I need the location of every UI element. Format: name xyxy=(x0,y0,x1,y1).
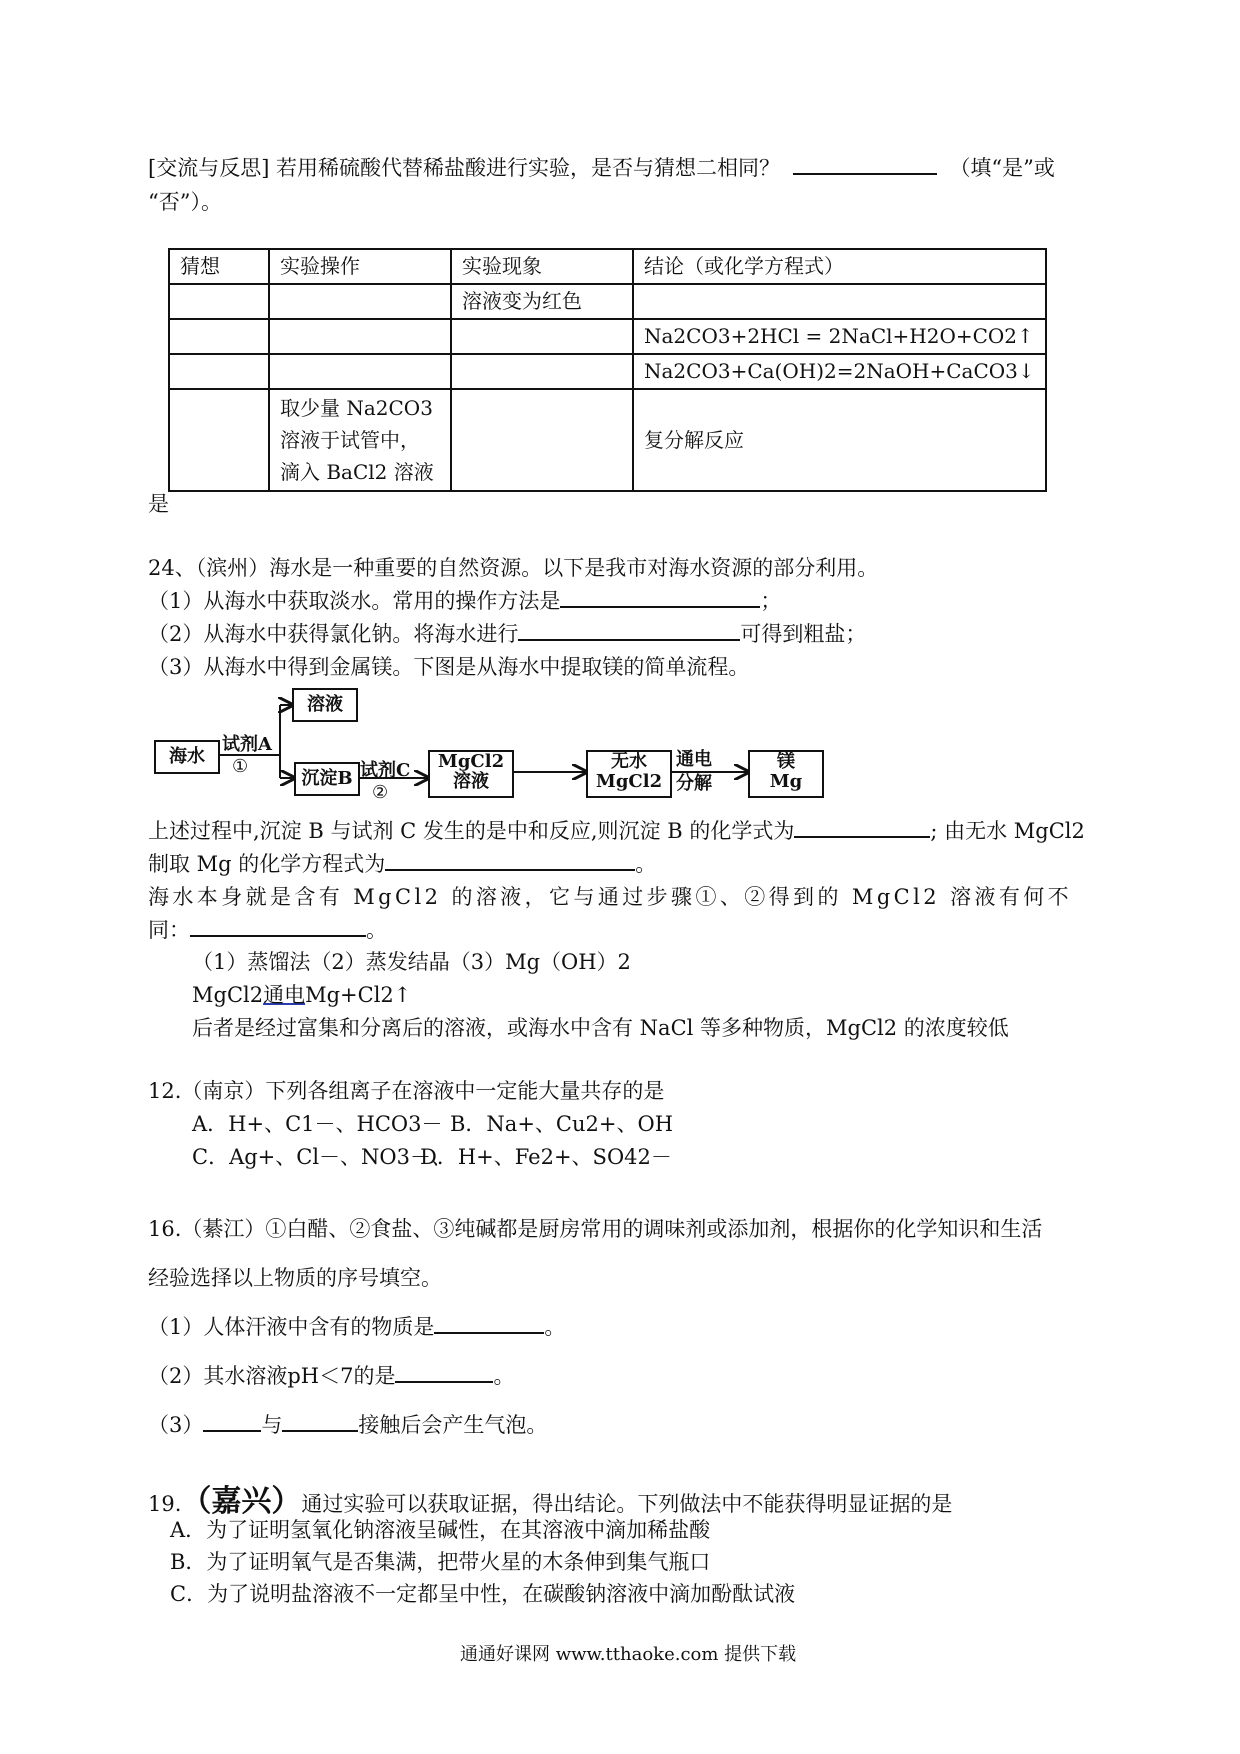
flow-solution: 溶液 xyxy=(292,688,358,722)
flow-reagent-a: 试剂A xyxy=(222,734,272,755)
answer-blank[interactable] xyxy=(190,917,366,937)
flow-label: Mg xyxy=(769,771,803,792)
q19-option-b: B．为了证明氧气是否集满，把带火星的木条伸到集气瓶口 xyxy=(170,1550,711,1574)
q24-answer-2 xyxy=(192,979,411,1009)
reflection-hint: （填“是”或 xyxy=(949,156,1055,180)
q24-sub4-end: 。 xyxy=(366,918,387,942)
q16-part1-text: （1）人体汗液中含有的物质是 xyxy=(148,1315,435,1339)
flow-label: MgCl2 xyxy=(595,771,663,792)
flow-label: MgCl2 xyxy=(437,751,505,772)
q24-sub1-text: 上述过程中,沉淀 B 与试剂 C 发生的是中和反应,则沉淀 B 的化学式为 xyxy=(148,819,795,843)
q12-option-d: D．H+、Fe2+、SO42－ xyxy=(420,1145,672,1169)
flow-precipitate-b: 沉淀B xyxy=(294,762,360,796)
operation-line: 滴入 BaCl2 溶液 xyxy=(280,460,434,484)
q16-part3-end: 接触后会产生气泡。 xyxy=(358,1413,548,1437)
header-conclusion: 结论（或化学方程式） xyxy=(633,249,1046,284)
q24-sub1 xyxy=(148,815,1085,845)
q24-sub4-text: 同： xyxy=(148,918,190,942)
answer-formula: MgCl2 xyxy=(192,983,264,1007)
q19-option-a: A．为了证明氢氧化钠溶液呈碱性，在其溶液中滴加稀盐酸 xyxy=(170,1518,711,1542)
operation-line: 取少量 Na2CO3 xyxy=(280,396,433,420)
table-cell-equation: Na2CO3+2HCl = 2NaCl+H2O+CO2↑ xyxy=(633,319,1046,354)
q16-part3-text: （3） xyxy=(148,1413,204,1437)
table-cell-equation: Na2CO3+Ca(OH)2=2NaOH+CaCO3↓ xyxy=(633,354,1046,389)
q12-option-a: A．H+、C1－、HCO3－ xyxy=(192,1112,443,1136)
header-operation: 实验操作 xyxy=(269,249,451,284)
q24-sub4 xyxy=(148,914,387,944)
header-phenomenon: 实验现象 xyxy=(451,249,633,284)
q16-part3-mid: 与 xyxy=(261,1413,283,1437)
q24-answer-1: （1）蒸馏法（2）蒸发结晶（3）Mg（OH）2 xyxy=(192,950,631,974)
flow-label: 无水 xyxy=(611,751,647,772)
answer-blank[interactable] xyxy=(282,1412,358,1432)
answer-formula: Mg+Cl2↑ xyxy=(305,983,412,1007)
flow-label: 镁 xyxy=(777,751,795,772)
reflection-hint-end: “否”）。 xyxy=(148,190,222,214)
q24-sub2-text: 制取 Mg 的化学方程式为 xyxy=(148,852,386,876)
q12-title: 12.（南京）下列各组离子在溶液中一定能大量共存的是 xyxy=(148,1079,665,1103)
q24-part1-end: ； xyxy=(760,589,782,613)
footer: 通通好课网 www.tthaoke.com 提供下载 xyxy=(460,1644,797,1665)
q12-option-b: B．Na+、Cu2+、OH xyxy=(450,1112,674,1136)
answer-condition: 通电 xyxy=(263,983,306,1007)
q24-part2-end: 可得到粗盐； xyxy=(740,622,867,646)
q16-part1-end: 。 xyxy=(544,1315,566,1339)
q24-part2-text: （2）从海水中获得氯化钠。将海水进行 xyxy=(148,622,519,646)
operation-line: 溶液于试管中， xyxy=(280,428,420,452)
q12-option-c: C．Ag+、Cl－、NO3－、 xyxy=(192,1145,453,1169)
reflection-question: [交流与反思] 若用稀硫酸代替稀盐酸进行实验，是否与猜想二相同？ xyxy=(148,156,781,180)
q24-sub2 xyxy=(148,848,656,878)
answer-blank[interactable] xyxy=(203,1412,261,1432)
flow-seawater: 海水 xyxy=(154,740,220,774)
answer-blank[interactable] xyxy=(434,1314,544,1334)
flow-step-1: ① xyxy=(232,756,249,777)
q16-part1 xyxy=(148,1311,565,1341)
q16-part2-end: 。 xyxy=(493,1364,515,1388)
q16-part3 xyxy=(148,1409,547,1439)
q16-part2-text: （2）其水溶液pH＜7的是 xyxy=(148,1364,396,1388)
q19-title: 通过实验可以获取证据，得出结论。下列做法中不能获得明显证据的是 xyxy=(301,1492,953,1516)
answer-shi: 是 xyxy=(148,492,169,516)
answer-blank[interactable] xyxy=(395,1363,493,1383)
flow-label: 通电 xyxy=(676,749,712,770)
q24-part3: （3）从海水中得到金属镁。下图是从海水中提取镁的简单流程。 xyxy=(148,655,750,679)
q24-sub2-end: 。 xyxy=(635,852,657,876)
q24-sub1-end: ; 由无水 MgCl2 xyxy=(930,819,1085,843)
q24-title: 24、（滨州）海水是一种重要的自然资源。以下是我市对海水资源的部分利用。 xyxy=(148,556,879,580)
q16-title-2: 经验选择以上物质的序号填空。 xyxy=(148,1266,442,1290)
header-guess: 猜想 xyxy=(169,249,269,284)
q24-sub3: 海水本身就是含有 MgCl2 的溶液，它与通过步骤①、②得到的 MgCl2 溶液有何不 xyxy=(148,885,1073,909)
flow-label: 溶液 xyxy=(453,771,489,792)
table-cell-phenomenon: 溶液变为红色 xyxy=(451,284,633,319)
q19-number: 19. xyxy=(148,1492,182,1516)
table-cell-conclusion: 复分解反应 xyxy=(633,389,1046,491)
answer-blank[interactable] xyxy=(385,851,635,871)
q16-title: 16.（綦江）①白醋、②食盐、③纯碱都是厨房常用的调味剂或添加剂，根据你的化学知识和生活 xyxy=(148,1217,1043,1241)
answer-blank[interactable] xyxy=(794,818,930,838)
flow-step-2: ② xyxy=(372,782,389,803)
flow-reagent-c: 试剂C xyxy=(360,760,411,781)
q19-option-c: C．为了说明盐溶液不一定都呈中性，在碳酸钠溶液中滴加酚酞试液 xyxy=(170,1582,796,1606)
flow-label: 分解 xyxy=(676,773,712,794)
q24-part1-text: （1）从海水中获取淡水。常用的操作方法是 xyxy=(148,589,561,613)
q24-answer-3: 后者是经过富集和分离后的溶液，或海水中含有 NaCl 等多种物质，MgCl2 的浓度较低 xyxy=(192,1016,1009,1040)
q16-part2 xyxy=(148,1360,514,1390)
q19-city: （嘉兴） xyxy=(181,1484,302,1519)
